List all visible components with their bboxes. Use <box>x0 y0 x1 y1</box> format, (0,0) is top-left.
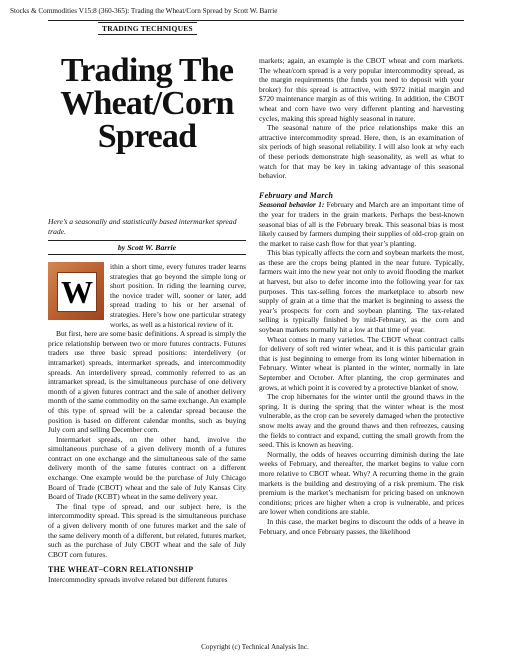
section-subhead: February and March <box>259 190 334 200</box>
byline: by Scott W. Barrie <box>117 243 177 252</box>
dropcap-letter: W <box>57 272 97 312</box>
paragraph: markets; again, an example is the CBOT wheat and corn markets. The wheat/corn spread is a very popular intercommodity spread, as the margin requirements (the funds you need to deposit with your broker) for this spread is attractive, with $972 initial margin and $720 maintenance margin as of this writing. In addition, the CBOT wheat and corn have two very different planting and harvesting cycles, making this spread highly seasonal in nature. <box>259 56 464 123</box>
dropcap-ornament <box>48 262 104 320</box>
byline-rule-bottom <box>48 254 246 255</box>
running-head: Stocks & Commodities V15:8 (360-365): Trading the Wheat/Corn Spread by Scott W. Barrie <box>10 7 278 15</box>
paragraph: ithin a short time, every futures trader learns strategies that go beyond the simple long or short position. In riding the learning curve, the novice trader will, sooner or later, add spread trading to his or her arsenal of strategies. Here’s how one particular strategy works, as well as a historical review of it. <box>110 262 246 329</box>
paragraph-text: February and March are an important time of the year for traders in the grain markets. Perhaps the best-known seasonal bias of all is the February break. This seasonal bias is most likely caused by farmers dumping their supplies of old-crop grain on the market to raise cash flow for that year’s planting. <box>259 200 464 248</box>
section-subhead: THE WHEAT–CORN RELATIONSHIP <box>48 565 194 575</box>
paragraph: The seasonal nature of the price relationships make this an attractive intercommodity spread. Here, then, is an examination of six periods of high seasonal reliability. I will also look at why each of these periods demonstrate high seasonality, as well as what to watch for that may be key in taking advantage of this seasonal behavior. <box>259 123 464 181</box>
paragraph: Intercommodity spreads involve related but different futures <box>48 575 228 584</box>
article-headline: Trading The Wheat/Corn Spread <box>60 52 234 155</box>
left-column <box>48 262 246 585</box>
paragraph: Normally, the odds of heaves occurring diminish during the late weeks of February, and thereafter, the market begins to value corn more relative to CBOT wheat. Why? A recurring theme in the grain markets is the building and destroying of a risk premium. The risk premium is the market’s mechanism for pricing based on unknown conditions; prices are higher when a crop is vulnerable, and prices are lower when conditions are stable. <box>259 449 464 517</box>
paragraph: The crop hibernates for the winter until the ground thaws in the spring. It is during the spring that the winter wheat is the most vulnerable, as the crop can be severely damaged when the protective snow melts away and the ground thaws and then refreezes, causing the fields to contract and expand, cutting the small growth from the seed. This is known as heaving. <box>259 392 464 450</box>
paragraph: In this case, the market begins to discount the odds of a heave in February, and once February passes, the likelihood <box>259 516 464 536</box>
right-column <box>259 56 464 536</box>
paragraph: But first, here are some basic definitions. A spread is simply the price relationship between two or more futures contracts. Futures traders use three basic spread positions: interdelivery (or intramarket) spreads, intermarket spreads, and intercommodity spreads. An interdelivery spread, commonly referred to as an intramarket spread, is the simultaneous purchase of one delivery month of a given futures contract and the sale of another delivery month of the same commodity on the same exchange. An example of this type of spread will be a calendar spread because the position is based on different calendar months, such as buying July corn and selling December corn. <box>48 329 246 435</box>
paragraph: The final type of spread, and our subject here, is the intercommodity spread. This spread is the simultaneous purchase of a given delivery month of one futures market and the sale of the same delivery month of a different, but related, futures market, such as the purchase of July CBOT wheat and the sale of July CBOT corn futures. <box>48 501 246 559</box>
section-tag: TRADING TECHNIQUES <box>98 22 197 35</box>
article-dek: Here’s a seasonally and statistically based intermarket spread trade. <box>48 217 237 236</box>
paragraph: Wheat comes in many varieties. The CBOT wheat contract calls for delivery of soft red winter wheat, and it is this particular grain that is just beginning to emerge from its long winter hibernation in February. Winter wheat is planted in the winter, normally in late September and October. After planting, the crop germinates and grows, at which point it is covered by a protective blanket of snow. <box>259 334 464 392</box>
paragraph: This bias typically affects the corn and soybean markets the most, as these are the crops being planted in the near future. Typically, farmers wait into the new year not only to avoid flooding the market at harvest, but also to defer income into the following year for tax purposes. This tax-selling forces the marketplace to absorb new supply of grain at a time that the market is beginning to assess the year’s prospects for corn and soybean planting. The tax-related selling is typically finished by mid-February, as the corn and soybean markets normally hit a low at that time of year. <box>259 248 464 335</box>
paragraph: Intermarket spreads, on the other hand, involve the simultaneous purchase of a given delivery month of a futures contract on one exchange and the simultaneous sale of the same delivery month of the same futures contract on a different exchange. One example would be the purchase of July Chicago Board of Trade (CBOT) wheat and the sale of July Kansas City Board of Trade (KCBT) wheat in the same delivery year. <box>48 434 246 502</box>
top-rule <box>48 20 464 21</box>
behavior-label: Seasonal behavior 1: <box>259 200 325 210</box>
page-footer: Copyright (c) Technical Analysis Inc. <box>201 643 309 651</box>
byline-rule-top <box>48 240 246 241</box>
paragraph <box>259 200 464 248</box>
